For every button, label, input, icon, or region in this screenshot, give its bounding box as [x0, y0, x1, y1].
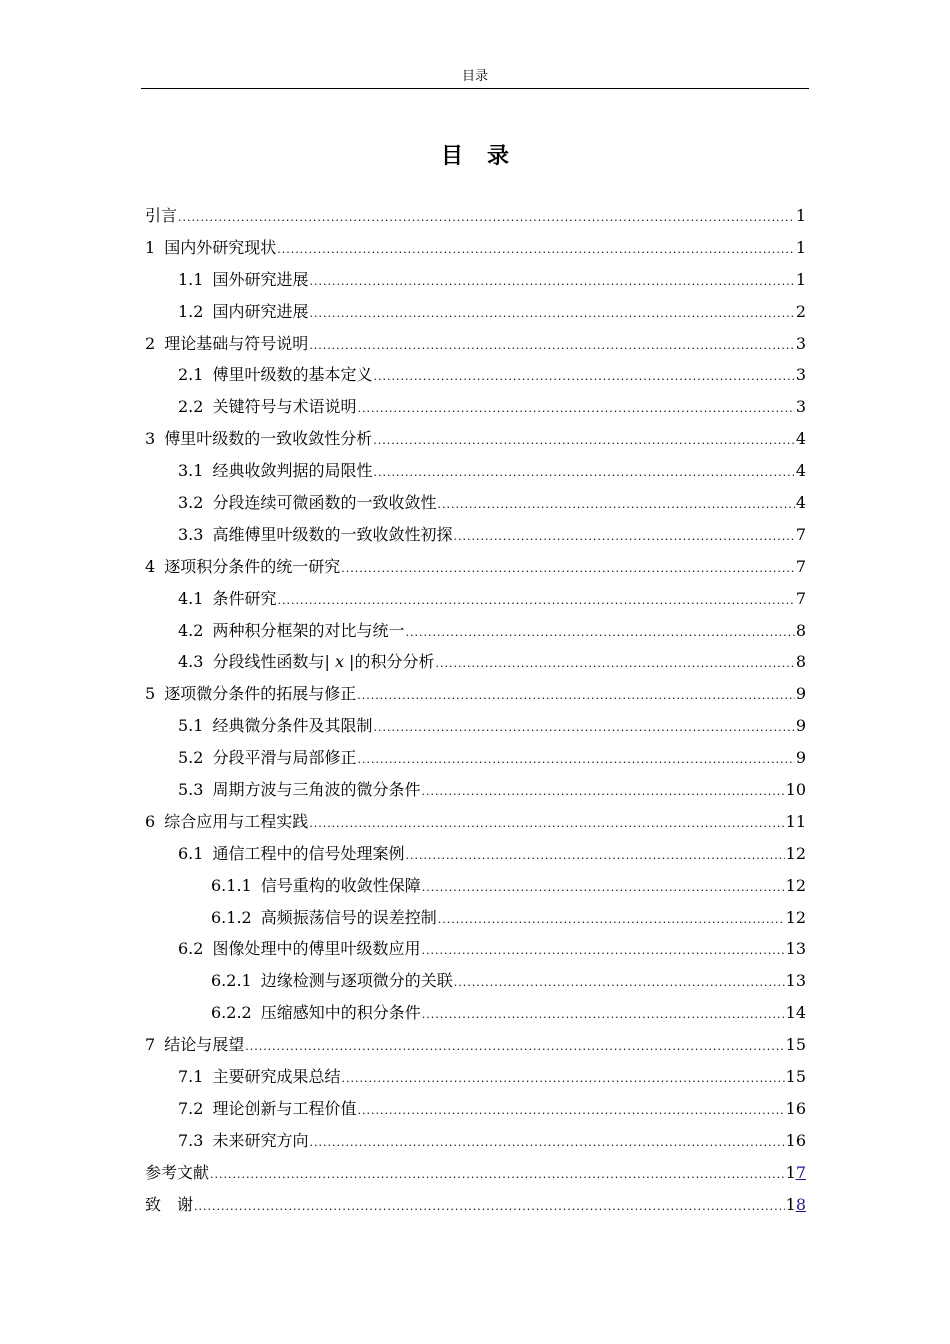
toc-entry-title: 图像处理中的傅里叶级数应用 — [212, 939, 421, 959]
toc-entry-page: 15 — [785, 1067, 806, 1087]
toc-entry-title: 两种积分框架的对比与统一 — [212, 620, 405, 640]
toc-entry-title-prefix: 分段线性函数与 — [212, 652, 325, 672]
dot-leader — [454, 967, 785, 999]
dot-leader — [309, 1127, 784, 1159]
toc-entry-5[interactable] — [145, 678, 806, 710]
toc-entry-6-1-1[interactable] — [145, 870, 806, 902]
dot-leader — [405, 840, 784, 872]
toc-entry-title: 通信工程中的信号处理案例 — [212, 843, 405, 863]
running-header: 目录 — [141, 66, 809, 89]
toc-entry-title: 周期方波与三角波的微分条件 — [212, 780, 421, 800]
toc-entry-2[interactable] — [145, 328, 806, 360]
dot-leader — [435, 648, 794, 680]
toc-entry-title: 分段连续可微函数的一致收敛性 — [212, 493, 437, 513]
toc-entry-number: 6.1.1 — [211, 875, 252, 895]
toc-entry-7-2[interactable] — [145, 1093, 806, 1125]
toc-page-digit: 1 — [785, 1194, 796, 1214]
toc-entry-7-3[interactable] — [145, 1125, 806, 1157]
toc-entry-number: 3.2 — [178, 493, 204, 513]
toc-entry-4-1[interactable] — [145, 583, 806, 615]
toc-entry-number: 5.3 — [178, 780, 204, 800]
toc-entry-7-1[interactable] — [145, 1061, 806, 1093]
toc-entry-5-1[interactable] — [145, 710, 806, 742]
toc-entry-acknowledgements[interactable] — [145, 1189, 806, 1221]
toc-entry-number: 4.1 — [178, 588, 204, 608]
toc-entry-title: 分段平滑与局部修正 — [212, 748, 357, 768]
toc-entry-title: 逐项积分条件的统一研究 — [164, 556, 341, 576]
toc-entry-page: 13 — [785, 939, 806, 959]
toc-entry-title: 理论创新与工程价值 — [212, 1098, 357, 1118]
toc-entry-title: 逐项微分条件的拓展与修正 — [164, 684, 357, 704]
toc-entry-page: 12 — [785, 843, 806, 863]
toc-entry-title: 信号重构的收敛性保障 — [260, 875, 421, 895]
toc-entry-title: 未来研究方向 — [212, 1130, 309, 1150]
dot-leader — [373, 457, 794, 489]
toc-entry-page: 3 — [795, 365, 806, 385]
toc-entry-number: 1.2 — [178, 301, 204, 321]
toc-entry-page: 16 — [785, 1098, 806, 1118]
toc-entry-number: 3 — [145, 429, 156, 449]
toc-entry-page: 12 — [785, 907, 806, 927]
toc-entry-page: 1 — [795, 269, 806, 289]
dot-leader — [341, 1063, 784, 1095]
toc-entry-number: 2.1 — [178, 365, 204, 385]
toc-entry-title: 条件研究 — [212, 588, 277, 608]
toc-entry-6-2[interactable] — [145, 933, 806, 965]
toc-entry-number: 7.2 — [178, 1098, 204, 1118]
toc-entry-number: 5 — [145, 684, 156, 704]
toc-entry-title: 参考文献 — [145, 1162, 210, 1182]
toc-entry-7[interactable] — [145, 1029, 806, 1061]
dot-leader — [373, 361, 794, 393]
dot-leader — [309, 808, 784, 840]
dot-leader — [422, 872, 785, 904]
toc-entry-page: 15 — [785, 1035, 806, 1055]
toc-entry-4-3[interactable] — [145, 646, 806, 678]
toc-entry-page: 10 — [785, 780, 806, 800]
toc-entry-title: 高频振荡信号的误差控制 — [260, 907, 437, 927]
toc-entry-title: 傅里叶级数的一致收敛性分析 — [164, 429, 373, 449]
toc-entry-page: 7 — [795, 588, 806, 608]
toc-entry-title: 边缘检测与逐项微分的关联 — [260, 971, 453, 991]
toc-entry-3[interactable] — [145, 423, 806, 455]
toc-entry-title: 结论与展望 — [164, 1035, 245, 1055]
dot-leader — [210, 1159, 785, 1191]
dot-leader — [405, 617, 794, 649]
dot-leader — [373, 712, 794, 744]
toc-entry-5-3[interactable] — [145, 774, 806, 806]
toc-entry-6-1-2[interactable] — [145, 902, 806, 934]
toc-entry-page: 3 — [795, 397, 806, 417]
toc-entry-page: 7 — [795, 524, 806, 544]
toc-entry-title: 关键符号与术语说明 — [212, 397, 357, 417]
toc-entry-references[interactable] — [145, 1157, 806, 1189]
toc-list — [145, 200, 806, 1221]
toc-title: 目录 — [440, 144, 533, 169]
toc-entry-page: 9 — [795, 716, 806, 736]
toc-entry-number: 2 — [145, 333, 156, 353]
toc-entry-number: 5.1 — [178, 716, 204, 736]
toc-entry-number: 7.1 — [178, 1067, 204, 1087]
toc-entry-number: 3.3 — [178, 524, 204, 544]
dot-leader — [194, 1191, 785, 1223]
toc-entry-title — [212, 646, 434, 678]
dot-leader — [437, 489, 794, 521]
dot-leader — [178, 202, 795, 234]
toc-entry-page: 9 — [795, 748, 806, 768]
toc-entry-2-2[interactable] — [145, 391, 806, 423]
dot-leader — [373, 425, 795, 457]
toc-entry-page — [786, 1157, 806, 1189]
toc-entry-page: 1 — [795, 237, 806, 257]
dot-leader — [309, 330, 795, 362]
toc-entry-1[interactable] — [145, 232, 806, 264]
toc-page-digit-underlined: 8 — [795, 1194, 806, 1214]
dot-leader — [357, 1095, 784, 1127]
toc-entry-introduction[interactable] — [145, 200, 806, 232]
toc-entry-title: 引言 — [145, 206, 178, 225]
dot-leader — [421, 935, 784, 967]
dot-leader — [453, 521, 794, 553]
toc-entry-number: 5.2 — [178, 748, 204, 768]
toc-entry-number: 2.2 — [178, 397, 204, 417]
dot-leader — [277, 585, 794, 617]
toc-entry-page: 4 — [795, 461, 806, 481]
toc-entry-4[interactable] — [145, 551, 806, 583]
dot-leader — [357, 744, 794, 776]
toc-entry-number: 7 — [145, 1035, 156, 1055]
toc-entry-page: 11 — [785, 811, 806, 831]
toc-entry-1-1[interactable] — [145, 264, 806, 296]
toc-entry-title: 国外研究进展 — [212, 269, 309, 289]
toc-entry-page: 4 — [795, 493, 806, 513]
dot-leader — [341, 553, 795, 585]
toc-entry-6-1[interactable] — [145, 838, 806, 870]
dot-leader — [422, 999, 785, 1031]
toc-entry-number: 1 — [145, 237, 156, 257]
toc-entry-number: 4 — [145, 556, 156, 576]
toc-entry-page: 13 — [785, 971, 806, 991]
dot-leader — [421, 776, 784, 808]
toc-entry-number: 6.2.2 — [211, 1003, 252, 1023]
toc-entry-page: 4 — [795, 429, 806, 449]
toc-entry-1-2[interactable] — [145, 296, 806, 328]
dot-leader — [438, 904, 785, 936]
toc-entry-2-1[interactable] — [145, 359, 806, 391]
toc-entry-6[interactable] — [145, 806, 806, 838]
toc-entry-title: 主要研究成果总结 — [212, 1067, 341, 1087]
toc-entry-page: 2 — [795, 301, 806, 321]
toc-entry-page: 7 — [795, 556, 806, 576]
absolute-value-math: | x | — [324, 652, 355, 672]
toc-entry-number: 6 — [145, 811, 156, 831]
toc-entry-5-2[interactable] — [145, 742, 806, 774]
toc-entry-title: 理论基础与符号说明 — [164, 333, 309, 353]
dot-leader — [357, 393, 794, 425]
dot-leader — [309, 266, 794, 298]
dot-leader — [245, 1031, 784, 1063]
toc-entry-page — [786, 1189, 806, 1221]
toc-entry-3-3[interactable] — [145, 519, 806, 551]
toc-page-digit-underlined: 7 — [795, 1162, 806, 1182]
dot-leader — [277, 234, 795, 266]
toc-entry-number: 7.3 — [178, 1130, 204, 1150]
toc-entry-page: 14 — [785, 1003, 806, 1023]
toc-entry-page: 3 — [795, 333, 806, 353]
toc-entry-title: 高维傅里叶级数的一致收敛性初探 — [212, 524, 453, 544]
toc-entry-page: 8 — [795, 620, 806, 640]
toc-entry-page: 16 — [785, 1130, 806, 1150]
toc-entry-number: 1.1 — [178, 269, 204, 289]
toc-entry-title: 国内研究进展 — [212, 301, 309, 321]
toc-entry-number: 6.2 — [178, 939, 204, 959]
toc-entry-number: 6.1.2 — [211, 907, 252, 927]
toc-entry-6-2-2[interactable] — [145, 997, 806, 1029]
toc-entry-number: 4.3 — [178, 652, 204, 672]
toc-entry-number: 6.2.1 — [211, 971, 252, 991]
toc-entry-page: 8 — [795, 652, 806, 672]
toc-entry-4-2[interactable] — [145, 615, 806, 647]
toc-entry-title: 国内外研究现状 — [164, 237, 277, 257]
toc-entry-page: 12 — [785, 875, 806, 895]
toc-entry-page: 9 — [795, 684, 806, 704]
toc-entry-title: 经典收敛判据的局限性 — [212, 461, 373, 481]
dot-leader — [309, 298, 794, 330]
toc-page-digit: 1 — [785, 1162, 796, 1182]
toc-entry-title: 压缩感知中的积分条件 — [260, 1003, 421, 1023]
dot-leader — [357, 680, 795, 712]
toc-entry-number: 6.1 — [178, 843, 204, 863]
toc-entry-number: 3.1 — [178, 461, 204, 481]
toc-entry-title: 致 谢 — [145, 1194, 194, 1214]
toc-entry-6-2-1[interactable] — [145, 965, 806, 997]
toc-entry-title: 傅里叶级数的基本定义 — [212, 365, 373, 385]
toc-entry-title: 经典微分条件及其限制 — [212, 716, 373, 736]
toc-entry-number: 4.2 — [178, 620, 204, 640]
toc-entry-title-suffix: 的积分分析 — [354, 652, 435, 672]
toc-entry-page: 1 — [795, 206, 806, 225]
toc-entry-title: 综合应用与工程实践 — [164, 811, 309, 831]
toc-entry-3-1[interactable] — [145, 455, 806, 487]
toc-entry-3-2[interactable] — [145, 487, 806, 519]
